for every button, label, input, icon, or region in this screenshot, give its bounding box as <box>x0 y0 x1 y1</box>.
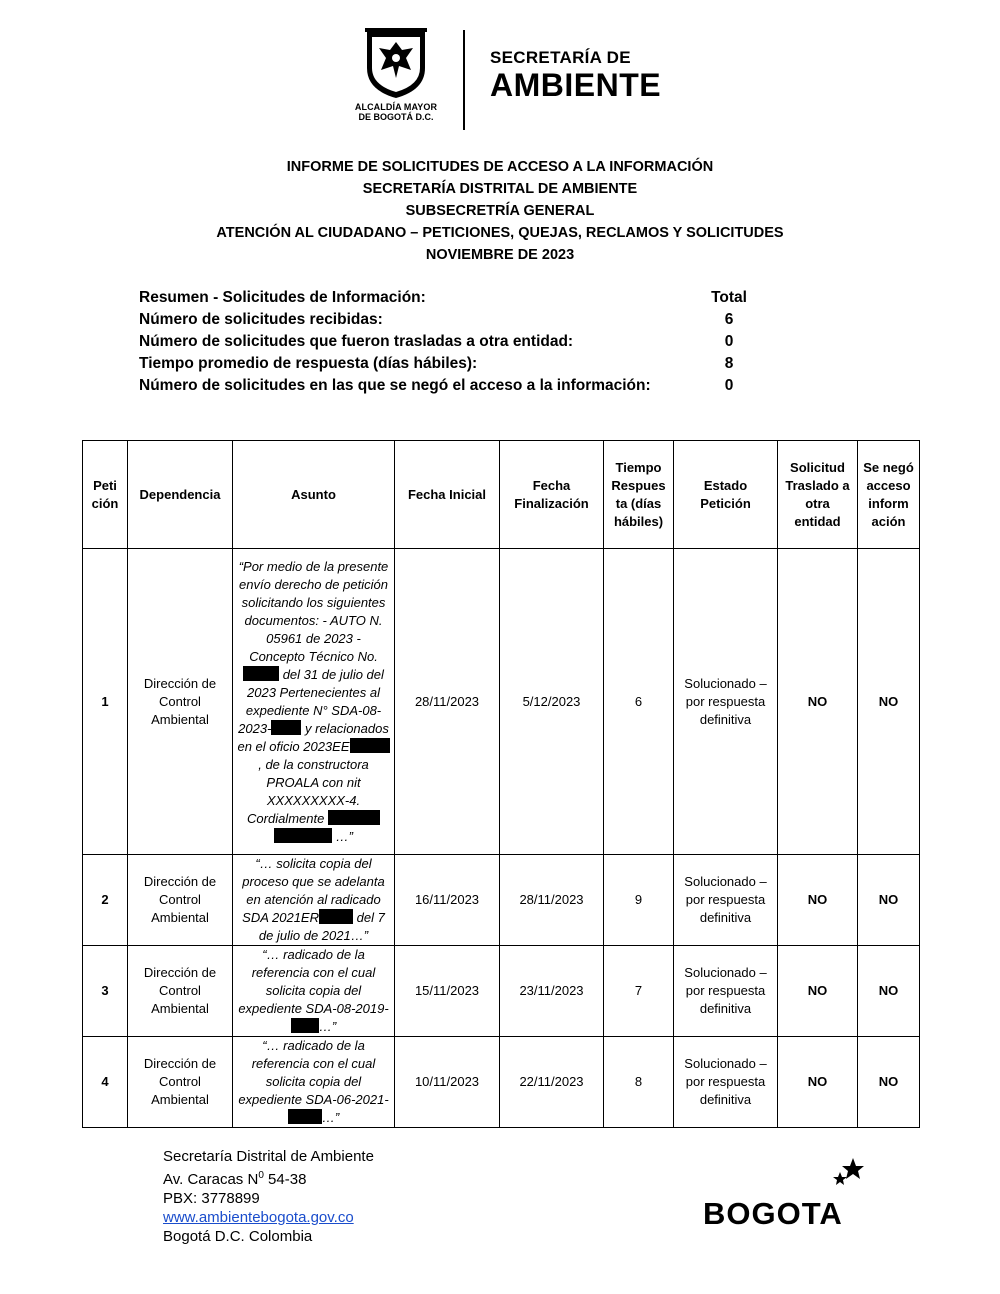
alcaldia-logo <box>336 28 456 132</box>
cell-fecha-inicial: 28/11/2023 <box>395 549 500 855</box>
col-header-fecha-final: Fecha Finalización <box>500 441 604 549</box>
summary-value: 0 <box>724 333 734 350</box>
title-line5: NOVIEMBRE DE 2023 <box>425 247 575 263</box>
cell-tiempo: 9 <box>604 855 674 946</box>
cell-fecha-inicial: 16/11/2023 <box>395 855 500 946</box>
table-row <box>83 549 920 855</box>
redaction-block <box>291 1018 319 1033</box>
col-header-traslado: Solicitud Traslado a otra entidad <box>778 441 858 549</box>
cell-asunto <box>233 946 395 1037</box>
summary-label: Número de solicitudes recibidas: <box>139 311 383 328</box>
header-divider <box>463 30 465 130</box>
cell-estado: Solucionado – por respuesta definitiva <box>674 855 778 946</box>
col-header-asunto: Asunto <box>233 441 395 549</box>
asunto-text: “… radicado de la referencia con el cual solicita copia del expediente SDA-08-2019- <box>238 947 389 1016</box>
footer-line2-sup: 0 <box>258 1170 264 1181</box>
summary-label: Tiempo promedio de respuesta (días hábiles): <box>139 355 478 372</box>
redaction-block <box>319 909 353 924</box>
cell-traslado: NO <box>778 946 858 1037</box>
footer-line1: Secretaría Distrital de Ambiente <box>163 1148 374 1165</box>
asunto-text: y relacionados en el oficio 2023EE <box>237 720 389 754</box>
asunto-text: , de la constructora PROALA con nit XXXXXXXXX-4. Cordialmente <box>247 756 369 826</box>
cell-fecha-final: 23/11/2023 <box>500 946 604 1037</box>
cell-negado: NO <box>858 946 920 1037</box>
summary-label: Número de solicitudes que fueron trasladas a otra entidad: <box>139 333 574 350</box>
summary-row <box>139 309 779 331</box>
footer-line2-suffix: 54-38 <box>263 1171 307 1188</box>
redaction-block <box>288 1109 322 1124</box>
footer-line5: Bogotá D.C. Colombia <box>163 1228 313 1245</box>
cell-traslado: NO <box>778 855 858 946</box>
cell-num: 1 <box>83 549 128 855</box>
cell-tiempo: 8 <box>604 1037 674 1128</box>
summary-header-total: Total <box>711 289 747 306</box>
cell-fecha-inicial: 15/11/2023 <box>395 946 500 1037</box>
table-row <box>83 1037 920 1128</box>
cell-dependencia: Dirección de Control Ambiental <box>128 549 233 855</box>
asunto-text: “… solicita copia del proceso que se adelanta en atención al radicado SDA 2021ER <box>242 856 385 925</box>
alcaldia-line2: DE BOGOTÁ D.C. <box>358 112 434 122</box>
bogota-wordmark: BOGOTA <box>703 1196 843 1231</box>
cell-estado: Solucionado – por respuesta definitiva <box>674 1037 778 1128</box>
cell-asunto <box>233 549 395 855</box>
redaction-block <box>350 738 390 753</box>
title-line2: SECRETARÍA DISTRITAL DE AMBIENTE <box>362 181 638 197</box>
summary-block <box>139 287 779 397</box>
secretaria-line2: AMBIENTE <box>490 67 662 103</box>
cell-tiempo: 7 <box>604 946 674 1037</box>
summary-row <box>139 353 779 375</box>
cell-negado: NO <box>858 1037 920 1128</box>
footer-address <box>163 1147 374 1246</box>
cell-asunto <box>233 1037 395 1128</box>
footer-line3: PBX: 3778899 <box>163 1190 260 1207</box>
asunto-text: …” <box>321 1110 340 1125</box>
cell-num: 2 <box>83 855 128 946</box>
cell-negado: NO <box>858 855 920 946</box>
col-header-fecha-inicial: Fecha Inicial <box>395 441 500 549</box>
requests-table <box>82 440 920 1128</box>
cell-traslado: NO <box>778 549 858 855</box>
summary-value: 0 <box>724 377 734 394</box>
cell-dependencia: Dirección de Control Ambiental <box>128 1037 233 1128</box>
summary-row <box>139 375 779 397</box>
table-row <box>83 855 920 946</box>
cell-tiempo: 6 <box>604 549 674 855</box>
secretaria-line1: SECRETARÍA DE <box>490 48 631 67</box>
col-header-dependencia: Dependencia <box>128 441 233 549</box>
redaction-block <box>271 720 301 735</box>
asunto-text: …” <box>335 828 353 844</box>
cell-estado: Solucionado – por respuesta definitiva <box>674 549 778 855</box>
title-line1: INFORME DE SOLICITUDES DE ACCESO A LA INFORMACIÓN <box>286 159 714 175</box>
cell-fecha-final: 22/11/2023 <box>500 1037 604 1128</box>
asunto-text: del 31 de julio del 2023 Pertenecientes al expediente N° SDA-08-2023- <box>238 666 384 736</box>
footer-line2 <box>163 1166 374 1189</box>
alcaldia-line1: ALCALDÍA MAYOR <box>354 102 438 112</box>
secretaria-logo <box>490 48 661 102</box>
website-link[interactable]: www.ambientebogota.gov.co <box>163 1209 354 1226</box>
cell-traslado: NO <box>778 1037 858 1128</box>
summary-row <box>139 331 779 353</box>
bogota-coat-of-arms-icon <box>361 28 431 100</box>
report-title <box>0 156 1000 266</box>
summary-label: Número de solicitudes en las que se negó el acceso a la información: <box>139 377 651 394</box>
table-header-row <box>83 441 920 549</box>
col-header-peticion: Peti ción <box>83 441 128 549</box>
cell-dependencia: Dirección de Control Ambiental <box>128 855 233 946</box>
cell-num: 3 <box>83 946 128 1037</box>
summary-value: 6 <box>724 311 734 328</box>
footer-line2-prefix: Av. Caracas N <box>163 1171 259 1188</box>
cell-dependencia: Dirección de Control Ambiental <box>128 946 233 1037</box>
summary-value: 8 <box>724 355 734 372</box>
cell-fecha-final: 5/12/2023 <box>500 549 604 855</box>
asunto-text: …” <box>318 1019 337 1034</box>
table-row <box>83 946 920 1037</box>
cell-num: 4 <box>83 1037 128 1128</box>
cell-negado: NO <box>858 549 920 855</box>
asunto-text: “… radicado de la referencia con el cual solicita copia del expediente SDA-06-2021- <box>238 1038 389 1107</box>
summary-header-label: Resumen - Solicitudes de Información: <box>139 289 426 306</box>
title-line3: SUBSECRETRÍA GENERAL <box>405 203 595 219</box>
col-header-negado: Se negó acceso inform ación <box>858 441 920 549</box>
cell-fecha-final: 28/11/2023 <box>500 855 604 946</box>
asunto-text: “Por medio de la presente envío derecho de petición solicitando los siguientes documentos: - AUTO N. 05961 de 2023 - Concepto Técnico No. <box>238 558 389 664</box>
redaction-block <box>243 666 279 681</box>
title-line4: ATENCIÓN AL CIUDADANO – PETICIONES, QUEJAS, RECLAMOS Y SOLICITUDES <box>216 225 784 241</box>
asunto-text: del 7 de julio de 2021…” <box>258 910 385 943</box>
redaction-block <box>274 828 332 843</box>
cell-estado: Solucionado – por respuesta definitiva <box>674 946 778 1037</box>
summary-header <box>139 287 779 309</box>
col-header-tiempo: Tiempo Respues ta (días hábiles) <box>604 441 674 549</box>
cell-asunto <box>233 855 395 946</box>
redaction-block <box>328 810 380 825</box>
col-header-estado: Estado Petición <box>674 441 778 549</box>
cell-fecha-inicial: 10/11/2023 <box>395 1037 500 1128</box>
